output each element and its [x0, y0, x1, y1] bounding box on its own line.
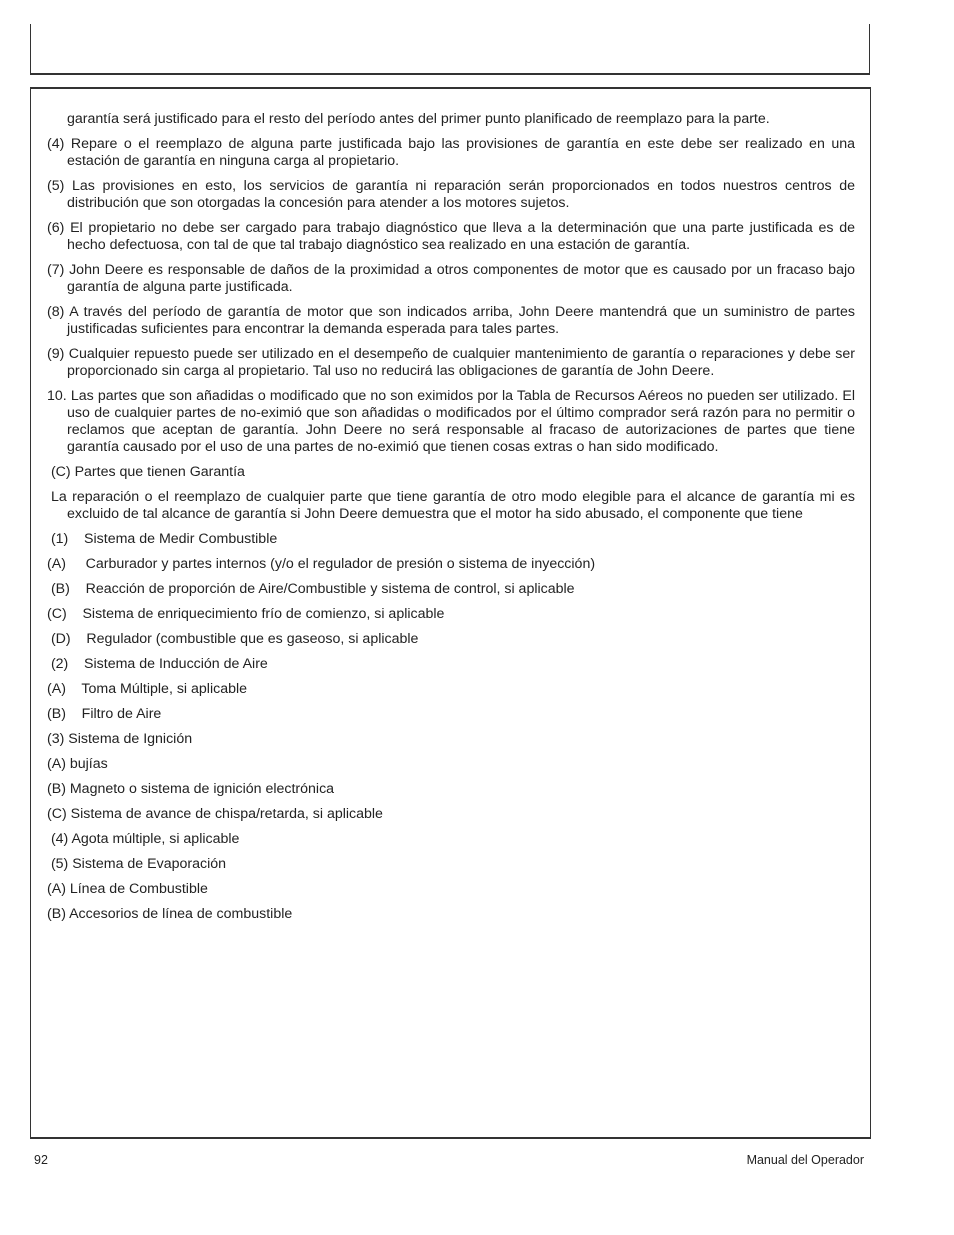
paragraph: (B) Magneto o sistema de ignición electrónica — [47, 781, 335, 797]
paragraph: (C) Partes que tienen Garantía — [47, 464, 245, 480]
paragraph: (8) A través del período de garantía de motor que son indicados arriba, John Deere mantendrá que un suministro de partes justificadas suficientes para encontrar la demanda esperada para tales partes. — [47, 304, 855, 337]
document-body — [47, 111, 855, 931]
paragraph: (5) Las provisiones en esto, los servicios de garantía ni reparación serán proporcionados en todos nuestros centros de distribución que son otorgadas la concesión para atender a los motores sujetos. — [47, 178, 855, 211]
paragraph: (2) Sistema de Inducción de Aire — [47, 656, 268, 672]
paragraph: (C) Sistema de avance de chispa/retarda, si aplicable — [47, 806, 383, 822]
paragraph: (4) Repare o el reemplazo de alguna parte justificada bajo las provisiones de garantía en este debe ser realizado en una estación de garantía en ninguna carga al propietario. — [47, 136, 855, 169]
paragraph: (6) El propietario no debe ser cargado para trabajo diagnóstico que lleva a la determinación que una parte justificada es de hecho defectuosa, con tal de que tal trabajo diagnóstico sea realizado en una estación de garantía. — [47, 220, 855, 253]
header-frame — [30, 24, 870, 75]
paragraph: (C) Sistema de enriquecimiento frío de comienzo, si aplicable — [47, 606, 445, 622]
paragraph: (B) Accesorios de línea de combustible — [47, 906, 293, 922]
paragraph: (A) Toma Múltiple, si aplicable — [47, 681, 248, 697]
paragraph: (B) Reacción de proporción de Aire/Combustible y sistema de control, si aplicable — [47, 581, 575, 597]
paragraph: (D) Regulador (combustible que es gaseoso, si aplicable — [47, 631, 419, 647]
paragraph: (1) Sistema de Medir Combustible — [47, 531, 278, 547]
manual-title: Manual del Operador — [746, 1153, 864, 1167]
paragraph: (7) John Deere es responsable de daños de la proximidad a otros componentes de motor que es causado por un fracaso bajo garantía de alguna parte justificada. — [47, 262, 855, 295]
paragraph: (A) Línea de Combustible — [47, 881, 208, 897]
paragraph: La reparación o el reemplazo de cualquier parte que tiene garantía de otro modo elegible para el alcance de garantía mi es excluido de tal alcance de garantía si John Deere demuestra que el motor ha sido abusado, el componente que tiene — [51, 489, 855, 522]
paragraph: (B) Filtro de Aire — [47, 706, 162, 722]
page-number: 92 — [34, 1153, 48, 1167]
paragraph: (5) Sistema de Evaporación — [47, 856, 227, 872]
paragraph: (9) Cualquier repuesto puede ser utilizado en el desempeño de cualquier mantenimiento de garantía o reparaciones y debe ser proporcionado sin carga al propietario. Tal uso no reducirá las obligaciones de garantía de John Deere. — [47, 346, 855, 379]
paragraph: (A) bujías — [47, 756, 108, 772]
paragraph: (A) Carburador y partes internos (y/o el regulador de presión o sistema de inyección) — [47, 556, 596, 572]
paragraph: 10. Las partes que son añadidas o modificado que no son eximidos por la Tabla de Recursos Aéreos no pueden ser utilizado. El uso de cualquier partes de no-eximió que son añadidas o modificados por el último comprador será razón para no permitir o reclamos que aceptan de garantía. John Deere no será responsable al fracaso de autorizaciones de partes que tiene garantía causado por el uso de una partes de no-eximió que tienen cosas extras o han sido modificado. — [47, 388, 855, 455]
paragraph: (4) Agota múltiple, si aplicable — [47, 831, 240, 847]
paragraph: (3) Sistema de Ignición — [47, 731, 193, 747]
content-frame — [30, 87, 871, 1139]
paragraph: garantía será justificado para el resto del período antes del primer punto planificado de reemplazo para la parte. — [67, 111, 770, 127]
